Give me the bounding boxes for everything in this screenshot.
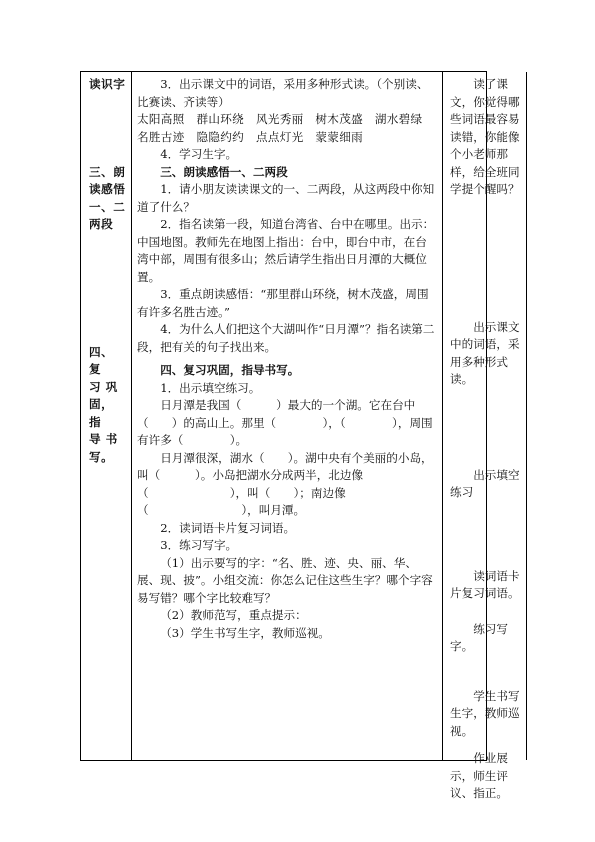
step-text: 4．学习生字。	[160, 147, 238, 161]
step-text: 1．出示填空练习。	[160, 380, 261, 395]
step-text: （3）学生书写生字，教师巡视。	[160, 625, 330, 640]
section-heading: 习 巩	[89, 379, 118, 394]
vocabulary-list: 太阳高照 群山环绕 风光秀丽 树木茂盛 湖水碧绿 名胜古迹 隐隐约约 点点灯光 蒙蒙细雨	[137, 112, 435, 144]
section-heading: 写。	[89, 449, 114, 464]
design-note: 学生书写生字，教师巡视。	[450, 688, 520, 738]
step-text: 2．读词语卡片复习词语。	[160, 520, 296, 535]
fill-in-exercise: 日月潭是我国（ ）最大的一个湖。它在台中（ ）的高山上。那里（ ），（ ），周围有许多（ ）。	[137, 398, 433, 447]
design-notes-column	[442, 72, 526, 800]
section-heading: 读感悟	[89, 182, 126, 196]
step-text: （1）出示要写的字：“名、胜、迹、央、丽、华、展、现、披”。小组交流：你怎么记住这些生字？哪个字容易写错？哪个字比较难写？	[137, 555, 433, 605]
step-text: 1．请小朋友读读课文的一、二两段，从这两段中你知道了什么？	[137, 182, 435, 214]
fill-in-exercise: 日月潭很深，湖水（ ）。湖中央有个美丽的小岛，叫（ ）。小岛把湖水分成两半，北边像（ ），叫（ ）；南边像（ ），叫月潭。	[137, 450, 433, 517]
column-divider	[526, 72, 527, 760]
section-heading: 读识字	[89, 77, 126, 91]
section-heading: 两段	[89, 217, 114, 231]
section-heading: 导 书	[89, 432, 118, 446]
lesson-plan-table	[80, 71, 520, 800]
section-title: 四、复习巩固，指导书写。	[160, 363, 300, 377]
design-note: 读了课文，你觉得哪些词语最容易读错，你能像个小老师那样，给全班同学提个醒吗？	[450, 77, 520, 196]
design-note: 出示课文中的词语，采用多种形式读。	[450, 319, 520, 386]
design-note: 作业展示，师生评议、指正。	[450, 751, 508, 800]
design-note: 练习写字。	[450, 621, 508, 653]
step-text: 4．为什么人们把这个大湖叫作“日月潭”？指名读第二段，把有关的句子找出来。	[137, 322, 435, 354]
section-title: 三、朗读感悟一、二两段	[160, 164, 288, 179]
section-heading: 固， 指	[89, 397, 114, 429]
section-heading: 一、二	[89, 199, 126, 214]
step-text: 2．指名读第一段，知道台湾省、台中在哪里。出示：中国地图。教师先在地图上指出：台中，即台中市，在台湾中部，周围有很多山；然后请学生指出日月潭的大概位置。	[137, 217, 435, 284]
step-text: 3．重点朗读感悟：“那里群山环绕，树木茂盛，周围有许多名胜古迹。”	[137, 287, 429, 319]
teaching-process-column	[131, 72, 442, 760]
section-heading: 四、 复	[89, 344, 114, 376]
step-text: 3．练习写字。	[160, 538, 238, 552]
section-heading-column	[81, 72, 131, 760]
section-heading: 三、朗	[89, 164, 126, 179]
design-note: 出示填空练习	[450, 467, 520, 499]
step-text: 3．出示课文中的词语，采用多种形式读。（个别读、比赛读、齐读等）	[137, 77, 429, 109]
design-note: 读词语卡片复习词语。	[450, 568, 520, 600]
step-text: （2）教师范写，重点提示：	[160, 608, 307, 622]
